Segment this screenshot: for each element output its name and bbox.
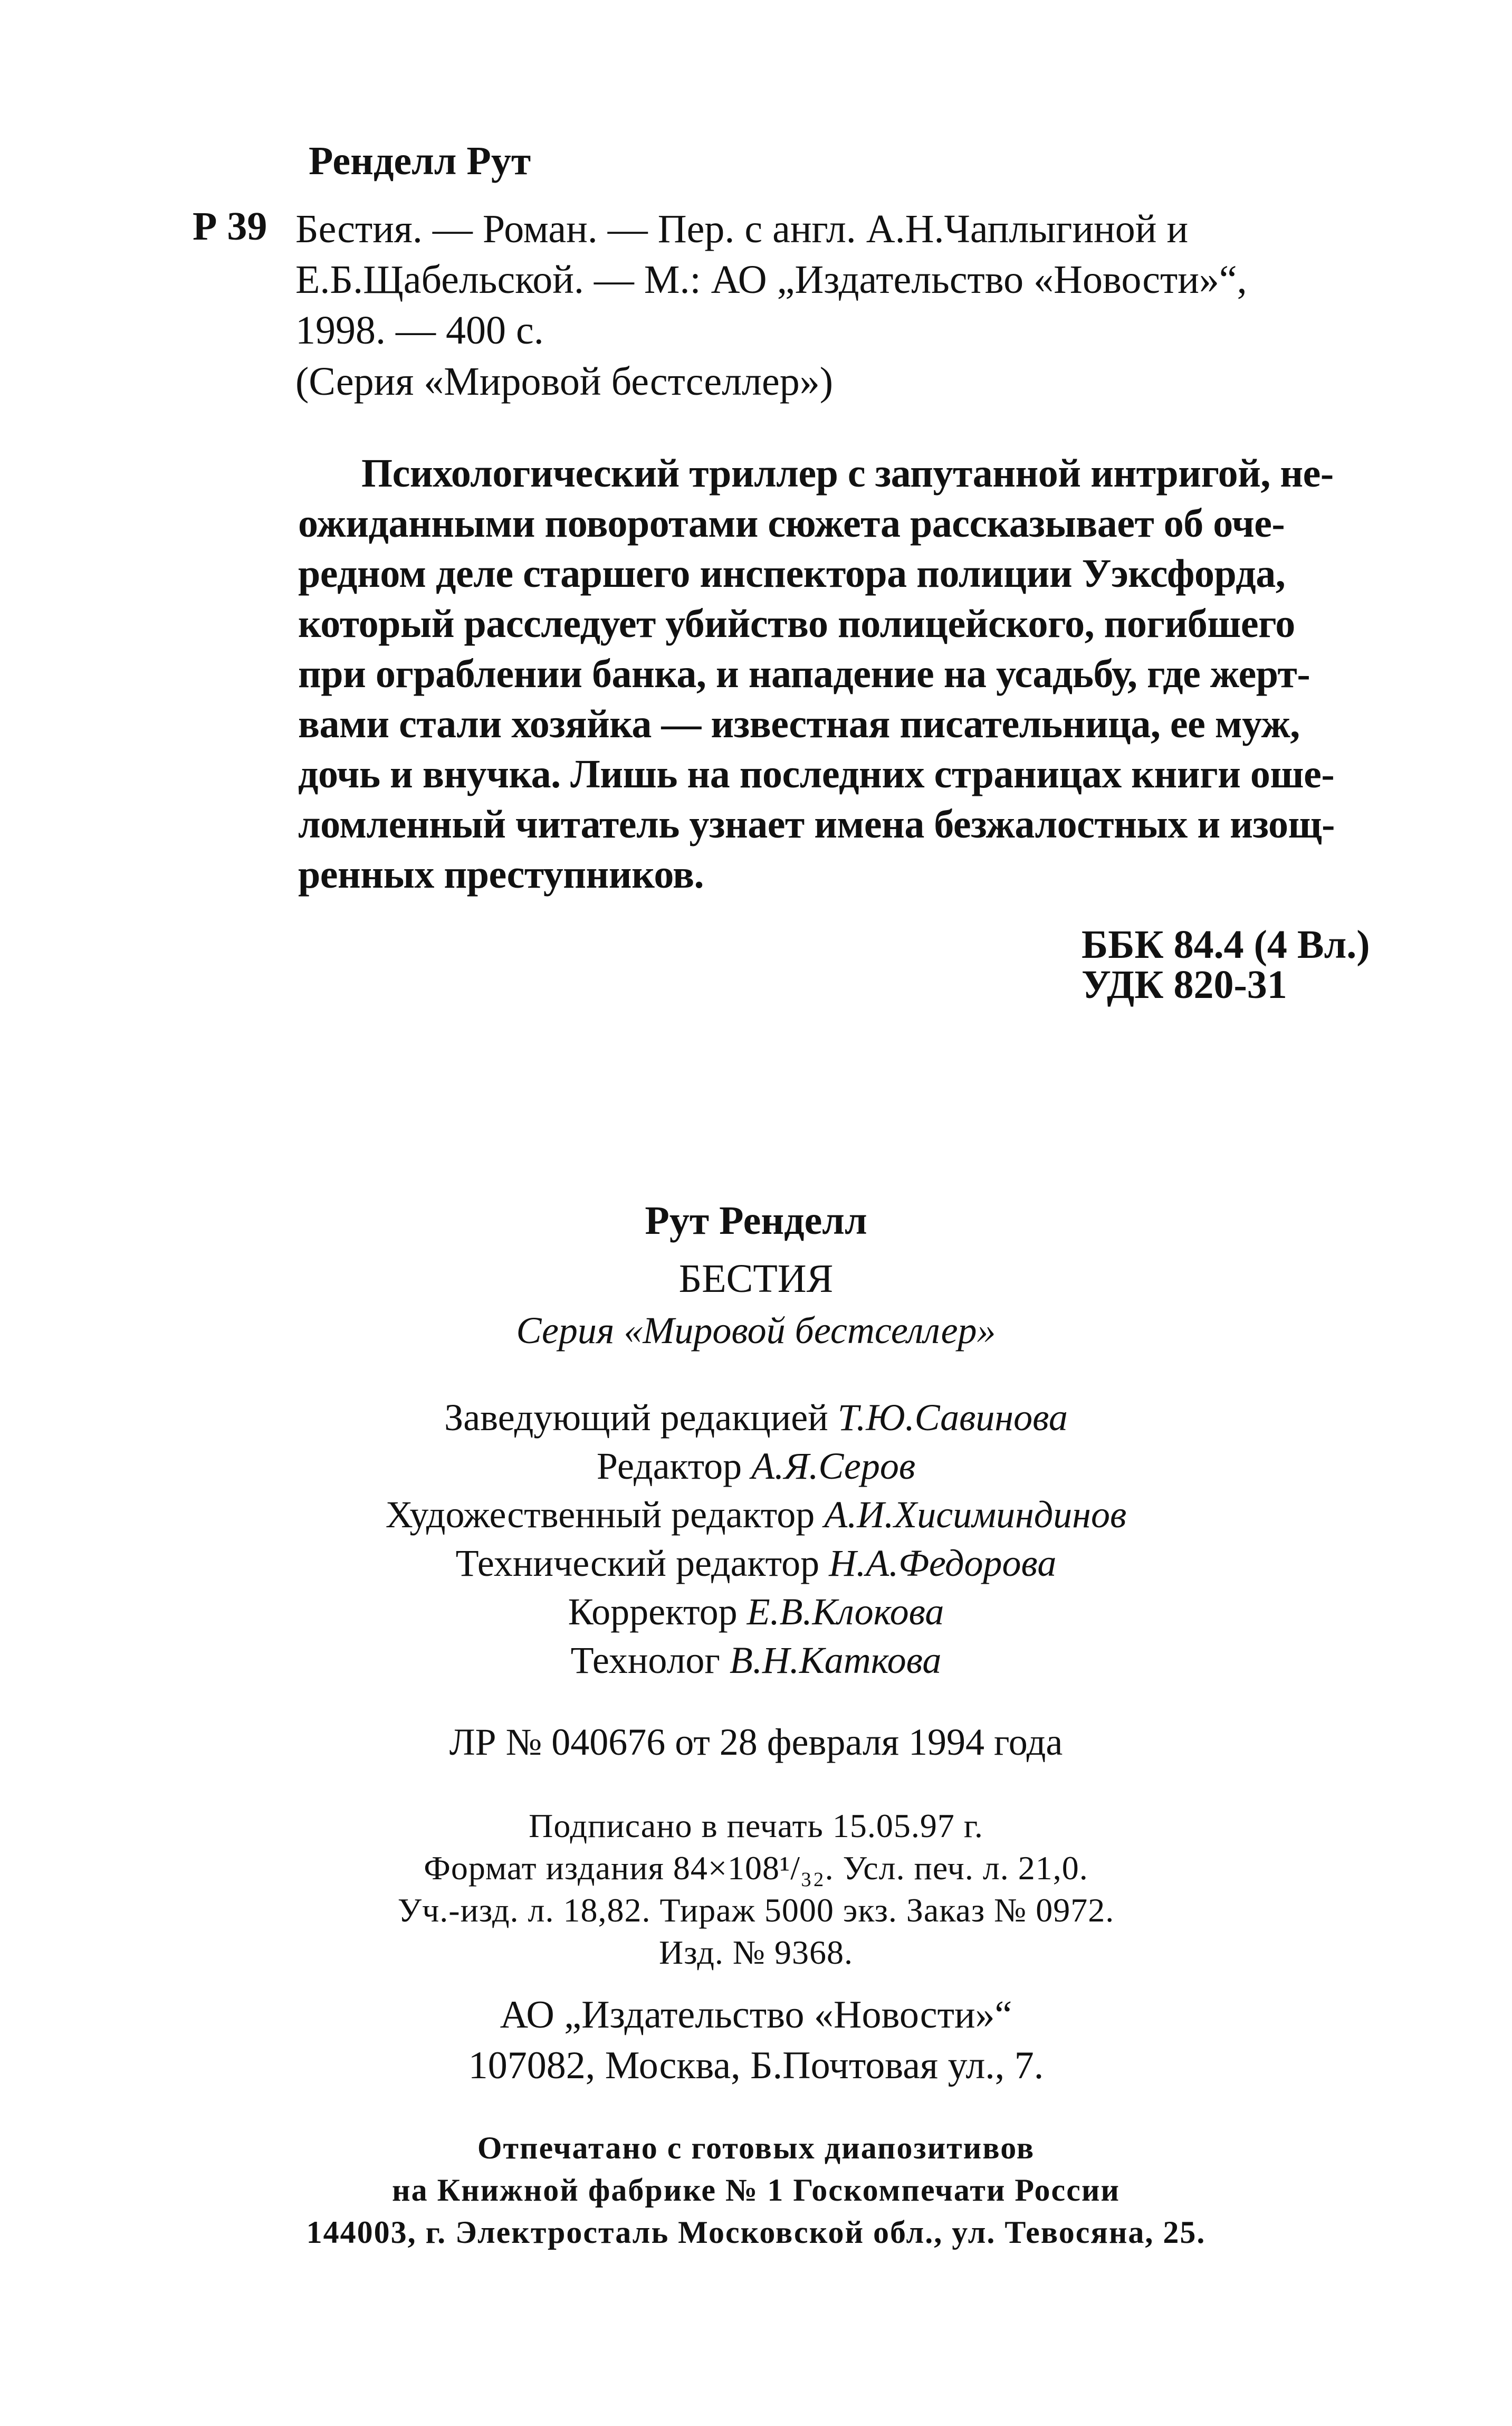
book-author: Рут Ренделл bbox=[645, 1198, 867, 1243]
staff-row bbox=[0, 1587, 1512, 1636]
biblio-line: Е.Б.Щабельской. — М.: АО „Издательство «Новости»“, bbox=[295, 258, 1247, 302]
annotation-line: ренных преступников. bbox=[298, 852, 704, 897]
publisher-line: АО „Издательство «Новости»“ bbox=[500, 1993, 1012, 2037]
staff-role: Корректор bbox=[568, 1591, 738, 1633]
printing-line: 144003, г. Электросталь Московской обл., ул. Тевосяна, 25. bbox=[306, 2215, 1206, 2250]
annotation-line: ломленный читатель узнает имена безжалостных и изощ- bbox=[298, 802, 1335, 846]
book-title: БЕСТИЯ bbox=[678, 1257, 834, 1301]
book-series: Серия «Мировой бестселлер» bbox=[516, 1309, 996, 1352]
annotation-line: дочь и внучка. Лишь на последних страницах книги оше- bbox=[298, 752, 1335, 796]
staff-row bbox=[0, 1636, 1512, 1685]
printing-line: Отпечатано с готовых диапозитивов bbox=[477, 2130, 1035, 2165]
print-line: Подписано в печать 15.05.97 г. bbox=[529, 1807, 983, 1844]
annotation-line: ожиданными поворотами сюжета рассказывает об оче- bbox=[298, 501, 1285, 546]
staff-row bbox=[0, 1490, 1512, 1539]
publisher-line: 107082, Москва, Б.Почтовая ул., 7. bbox=[468, 2044, 1044, 2087]
editorial-staff bbox=[0, 1393, 1512, 1685]
biblio-line: 1998. — 400 с. bbox=[295, 308, 544, 353]
staff-role: Заведующий редакцией bbox=[444, 1396, 828, 1439]
staff-name: А.Я.Серов bbox=[751, 1445, 916, 1487]
classification-codes bbox=[1082, 922, 1370, 1007]
staff-row bbox=[0, 1442, 1512, 1490]
catalog-series: (Серия «Мировой бестселлер») bbox=[295, 359, 834, 404]
staff-role: Технический редактор bbox=[455, 1542, 820, 1584]
catalog-author-heading: Ренделл Рут bbox=[309, 139, 531, 183]
udk-code: УДК 820-31 bbox=[1082, 963, 1287, 1007]
biblio-line: Бестия. — Роман. — Пер. с англ. А.Н.Чаплыгиной и bbox=[295, 207, 1189, 251]
annotation-line: вами стали хозяйка — известная писательница, ее муж, bbox=[298, 702, 1300, 746]
printing-house-block bbox=[0, 2127, 1512, 2253]
staff-row bbox=[0, 1539, 1512, 1587]
annotation-line: который расследует убийство полицейского, погибшего bbox=[298, 602, 1295, 646]
publisher-block bbox=[0, 1990, 1512, 2091]
printing-line: на Книжной фабрике № 1 Госкомпечати России bbox=[392, 2173, 1120, 2208]
annotation bbox=[298, 449, 1335, 900]
staff-name: А.И.Хисиминдинов bbox=[824, 1493, 1127, 1536]
staff-name: Е.В.Клокова bbox=[747, 1591, 944, 1633]
print-line: Изд. № 9368. bbox=[659, 1934, 853, 1971]
staff-name: Т.Ю.Савинова bbox=[837, 1396, 1068, 1439]
staff-row bbox=[0, 1393, 1512, 1442]
print-details bbox=[0, 1805, 1512, 1974]
bibliographic-description bbox=[295, 204, 1247, 356]
annotation-line: редном деле старшего инспектора полиции Уэксфорда, bbox=[298, 551, 1286, 596]
staff-role: Художественный редактор bbox=[385, 1493, 815, 1536]
bbk-code: ББК 84.4 (4 Вл.) bbox=[1082, 922, 1370, 967]
annotation-line: при ограблении банка, и нападение на усадьбу, где жерт- bbox=[298, 652, 1310, 696]
staff-name: Н.А.Федорова bbox=[829, 1542, 1057, 1584]
annotation-line: Психологический триллер с запутанной интригой, не- bbox=[361, 451, 1334, 496]
print-line: Формат издания 84×108¹/₃₂. Усл. печ. л. 21,0. bbox=[424, 1849, 1088, 1887]
catalog-code: Р 39 bbox=[193, 204, 267, 249]
license-line: ЛР № 040676 от 28 февраля 1994 года bbox=[449, 1721, 1063, 1763]
print-line: Уч.-изд. л. 18,82. Тираж 5000 экз. Заказ № 0972. bbox=[397, 1891, 1115, 1929]
staff-role: Технолог bbox=[570, 1639, 720, 1681]
staff-role: Редактор bbox=[596, 1445, 742, 1487]
staff-name: В.Н.Каткова bbox=[729, 1639, 942, 1681]
